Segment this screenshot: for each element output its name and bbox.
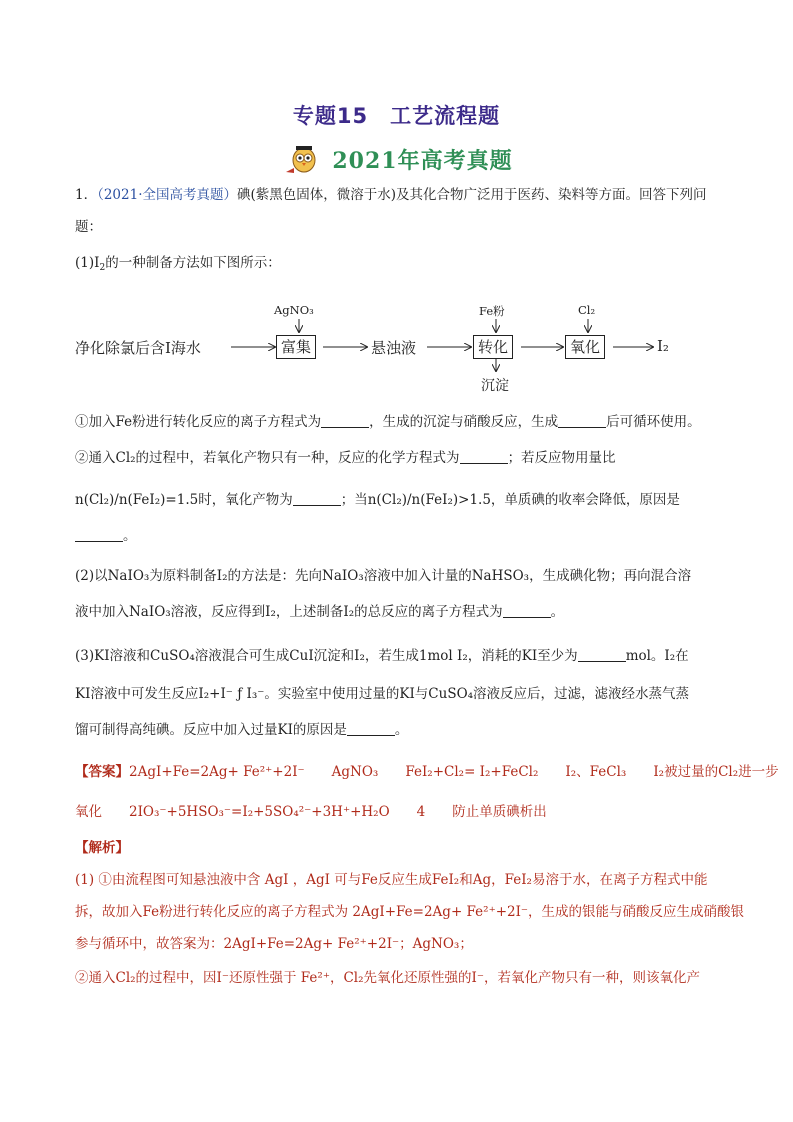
flow-box-convert: 转化 bbox=[473, 335, 513, 359]
subtitle-text: 2021年高考真题 bbox=[332, 147, 513, 174]
flow-precipitate-label: 沉淀 bbox=[481, 378, 509, 394]
answer-blank[interactable] bbox=[460, 451, 508, 464]
answer-blank[interactable] bbox=[293, 493, 341, 506]
analysis-line-2: 拆，故加入Fe粉进行转化反应的离子方程式为 2AgI+Fe=2Ag+ Fe²⁺+2I⁻，生成的银能与硝酸反应生成硝酸银 bbox=[75, 904, 745, 920]
subtitle-banner bbox=[280, 142, 512, 176]
process-flowchart bbox=[75, 295, 715, 395]
question-intro bbox=[75, 185, 707, 205]
q1-line: ①加入Fe粉进行转化反应的离子方程式为 ，生成的沉淀与硝酸反应，生成 后可循环使用。 bbox=[75, 414, 701, 430]
part2-line-1: (2)以NaIO₃为原料制备I₂的方法是：先向NaIO₃溶液中加入计量的NaHSO₃，生成碘化物；再向混合溶 bbox=[75, 568, 692, 584]
question-number: 1． bbox=[75, 187, 98, 203]
flow-box-enrich: 富集 bbox=[276, 335, 316, 359]
analysis-line-3: 参与循环中，故答案为：2AgI+Fe=2Ag+ Fe²⁺+2I⁻；AgNO₃； bbox=[75, 936, 473, 952]
flow-box-oxidize: 氧化 bbox=[565, 335, 605, 359]
answer-blank[interactable] bbox=[558, 415, 606, 428]
question-intro-text: 碘(紫黑色固体，微溶于水)及其化合物广泛用于医药、染料等方面。回答下列问 bbox=[237, 187, 707, 203]
flow-reagent-cl2: Cl₂ bbox=[578, 303, 596, 317]
answer-line-2: 氧化 2IO₃⁻+5HSO₃⁻=I₂+5SO₄²⁻+3H⁺+H₂O 4 防止单质碘析出 bbox=[75, 804, 547, 820]
part1-title: $(1)I_2$的一种制备方法如下图所示： bbox=[75, 255, 281, 273]
analysis-line-1: (1) ①由流程图可知悬浊液中含 AgI ，AgI 可与Fe反应生成FeI₂和Ag，FeI₂易溶于水，在离子方程式中能 bbox=[75, 872, 708, 888]
part3-line-1: (3)KI溶液和CuSO₄溶液混合可生成CuI沉淀和I₂，若生成1mol I₂，消耗的KI至少为 mol。I₂在 bbox=[75, 648, 689, 664]
analysis-label: 【解析】 bbox=[75, 840, 129, 856]
question-intro-cont: 题： bbox=[75, 219, 102, 235]
owl-logo-icon bbox=[280, 142, 324, 176]
answer-label: 【答案】 bbox=[75, 764, 129, 780]
analysis-line-4: ②通入Cl₂的过程中，因I⁻还原性强于 Fe²⁺，Cl₂先氧化还原性强的I⁻，若氧化产物只有一种，则该氧化产 bbox=[75, 970, 700, 986]
answer-blank[interactable] bbox=[347, 723, 395, 736]
flow-end-label: I₂ bbox=[657, 337, 669, 355]
answer-blank[interactable] bbox=[75, 529, 123, 542]
flow-mid-label: 悬浊液 bbox=[371, 339, 417, 357]
part2-line-2: 液中加入NaIO₃溶液，反应得到I₂，上述制备I₂的总反应的离子方程式为 。 bbox=[75, 604, 565, 620]
part3-line-2: KI溶液中可发生反应I₂+I⁻ ƒ I₃⁻。实验室中使用过量的KI与CuSO₄溶液反应后，过滤，滤液经水蒸气蒸 bbox=[75, 686, 690, 702]
flow-reagent-agno3: AgNO₃ bbox=[274, 303, 314, 317]
q2-line-1: ②通入Cl₂的过程中，若氧化产物只有一种，反应的化学方程式为 ；若反应物用量比 bbox=[75, 450, 616, 466]
answer-blank[interactable] bbox=[321, 415, 369, 428]
flow-reagent-fe: Fe粉 bbox=[479, 304, 505, 318]
question-source: （2021·全国高考真题） bbox=[97, 187, 237, 203]
flow-start-label: 净化除氯后含I海水 bbox=[75, 339, 201, 357]
q2-line-2: n(Cl₂)/n(FeI₂)=1.5时，氧化产物为 ；当n(Cl₂)/n(FeI₂)>1.5，单质碘的收率会降低，原因是 bbox=[75, 492, 680, 508]
answer-blank[interactable] bbox=[578, 649, 626, 662]
part3-line-3: 馏可制得高纯碘。反应中加入过量KI的原因是 。 bbox=[75, 722, 409, 738]
answer-blank[interactable] bbox=[503, 605, 551, 618]
answer-text-1: 2AgI+Fe=2Ag+ Fe²⁺+2I⁻ AgNO₃ FeI₂+Cl₂= I₂+FeCl₂ I₂、FeCl₃ I₂被过量的Cl₂进一步 bbox=[129, 764, 779, 780]
answer-line-1 bbox=[75, 762, 779, 782]
q2-line-3: 。 bbox=[75, 526, 137, 546]
page-title: 专题15 工艺流程题 bbox=[292, 104, 501, 128]
